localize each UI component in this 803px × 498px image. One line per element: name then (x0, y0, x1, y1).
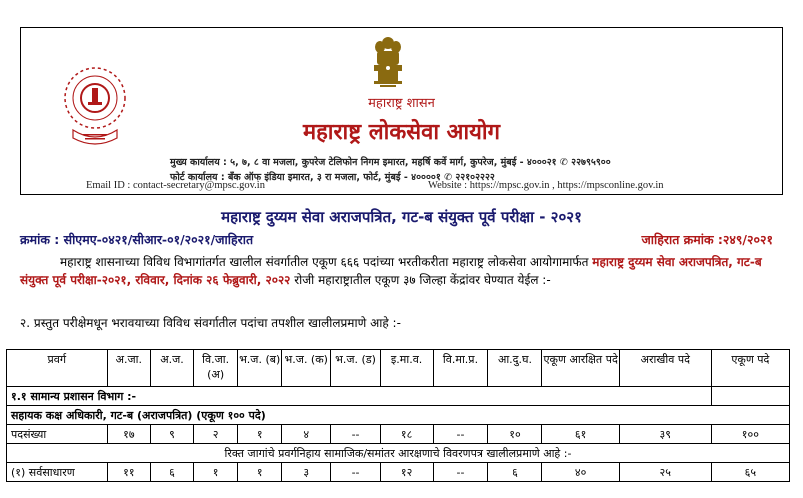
reference-number: क्रमांक : सीएमए-०४२१/सीआर-०१/२०२१/जाहिरात (20, 232, 254, 247)
table-cell: १ (194, 463, 238, 482)
table-cell: ६ (150, 463, 193, 482)
section-row (7, 387, 790, 406)
table-cell: २५ (619, 463, 711, 482)
commission-name: महाराष्ट्र लोकसेवा आयोग (302, 119, 501, 145)
national-emblem-icon (370, 33, 406, 89)
header-cell: एकूण पदे (711, 350, 789, 387)
table-row (7, 425, 790, 444)
header-cell: वि.मा.प्र. (433, 350, 488, 387)
header-cell: भ.ज. (ड) (331, 350, 380, 387)
table-cell: २ (194, 425, 238, 444)
table-cell: १० (488, 425, 542, 444)
table-cell (711, 387, 789, 406)
table-cell: ६१ (542, 425, 619, 444)
post-title-row (7, 406, 790, 425)
paragraph-1-end: रोजी महाराष्ट्रातील एकूण ३७ जिल्हा केंद्रांवर घेण्यात येईल :- (290, 273, 551, 287)
table-cell: ६५ (711, 463, 789, 482)
table-cell: (१) सर्वसाधारण (7, 463, 108, 482)
header-cell: भ.ज. (ब) (238, 350, 282, 387)
advertisement-number: जाहिरात क्रमांक :२४९/२०२१ (641, 232, 773, 247)
header-cell: आ.दु.घ. (488, 350, 542, 387)
header-cell: इ.मा.व. (380, 350, 433, 387)
table-row (7, 463, 790, 482)
table-cell: १७ (107, 425, 150, 444)
paragraph-1-highlight: महाराष्ट्र दुय्यम सेवा अराजपत्रित, गट-ब संयुक्त पूर्व परीक्षा-२०२१, रविवार, दिनांक २६ फेब्रुवारी, २०२२ (20, 255, 762, 287)
header-cell: एकूण आरक्षित पदे (542, 350, 619, 387)
header-cell: अ.ज. (150, 350, 193, 387)
paragraph-2: २. प्रस्तुत परीक्षेमधून भरावयाच्या विविध संवर्गातील पदांचा तपशील खालीलप्रमाणे आहे :- (20, 316, 401, 330)
header-cell: अ.जा. (107, 350, 150, 387)
fort-office-address: फोर्ट कार्यालय : बँक ऑफ इंडिया इमारत, ३ रा मजला, फोर्ट, मुंबई - ४००००१ ✆ २२१०२२२२ (170, 172, 495, 183)
email-id: Email ID : contact-secretary@mpsc.gov.in (86, 180, 265, 191)
table-cell: ४ (282, 425, 331, 444)
header-cell: प्रवर्ग (7, 350, 108, 387)
website-links: Website : https://mpsc.gov.in , https://mpsconline.gov.in (428, 180, 664, 191)
table-cell: १८ (380, 425, 433, 444)
table-cell: ४० (542, 463, 619, 482)
table-cell: -- (433, 463, 488, 482)
header-cell: भ.ज. (क) (282, 350, 331, 387)
table-cell: -- (331, 425, 380, 444)
section-title: १.१ सामान्य प्रशासन विभाग :- (7, 387, 712, 406)
table-cell: १ (238, 425, 282, 444)
paragraph-1-text: महाराष्ट्र शासनाच्या विविध विभागांतर्गत खालील संवर्गातील एकूण ६६६ पदांच्या भरतीकरीता महाराष्ट्र लोकसेवा आयोगामार्फत (60, 255, 593, 269)
paragraph-1 (20, 253, 790, 289)
main-office-address: मुख्य कार्यालय : ५, ७, ८ वा मजला, कुपरेज टेलिफोन निगम इमारत, महर्षि कर्वे मार्ग, कुपरेज, मुंबई - ४०००२१ ✆ २२७९५९०० (170, 157, 611, 168)
table-cell: ३ (282, 463, 331, 482)
government-name: महाराष्ट्र शासन (368, 96, 435, 111)
table-cell: १ (238, 463, 282, 482)
table-cell: १०० (711, 425, 789, 444)
table-cell: ११ (107, 463, 150, 482)
exam-title: महाराष्ट्र दुय्यम सेवा अराजपत्रित, गट-ब संयुक्त पूर्व परीक्षा - २०२१ (221, 208, 582, 226)
table-cell: ९ (150, 425, 193, 444)
header-cell: वि.जा. (अ) (194, 350, 238, 387)
note-row (7, 444, 790, 463)
table-cell: -- (433, 425, 488, 444)
table-cell: पदसंख्या (7, 425, 108, 444)
posts-table (6, 349, 790, 482)
table-header-row (7, 350, 790, 387)
table-cell: -- (331, 463, 380, 482)
table-cell: १२ (380, 463, 433, 482)
header-cell: अराखीव पदे (619, 350, 711, 387)
reservation-note: रिक्त जागांचे प्रवर्गनिहाय सामाजिक/समांतर आरक्षणाचे विवरणपत्र खालीलप्रमाणे आहे :- (7, 444, 790, 463)
table-cell: ३९ (619, 425, 711, 444)
post-title: सहायक कक्ष अधिकारी, गट-ब (अराजपत्रित) (एकूण १०० पदे) (7, 406, 790, 425)
table-cell: ६ (488, 463, 542, 482)
